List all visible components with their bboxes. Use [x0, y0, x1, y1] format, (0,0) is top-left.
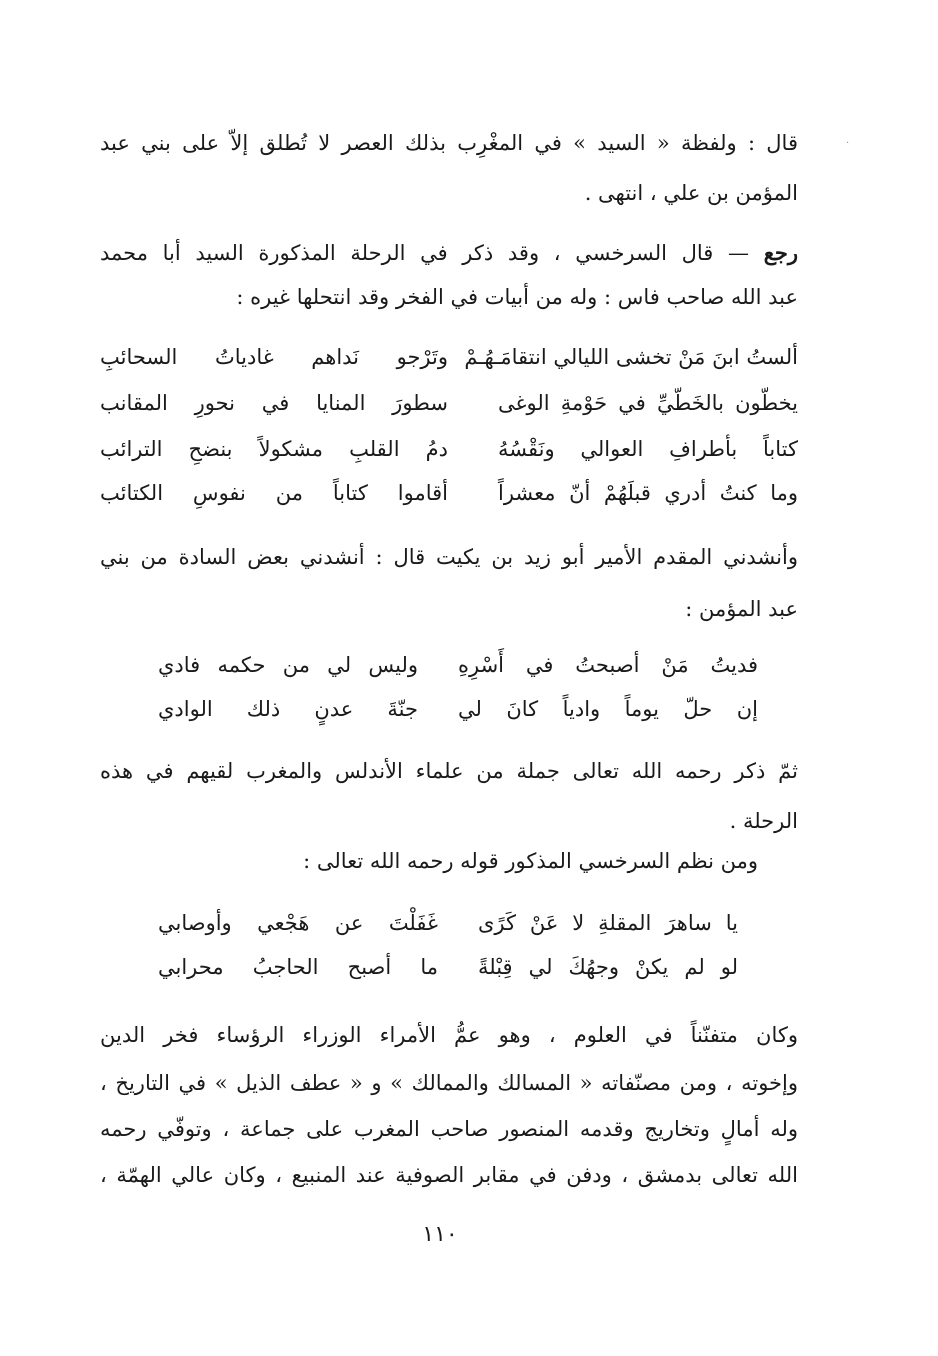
- verse-first-hemistich: فديتُ مَنْ أصبحتُ في أَسْرِهِ: [458, 653, 758, 677]
- paragraph-line: المؤمن بن علي ، انتهى .: [584, 181, 798, 205]
- paragraph-line: [100, 238, 798, 268]
- verse-first-hemistich: يا ساهرَ المقلةِ لا عَنْ كَرًى: [478, 911, 738, 935]
- verse-second-hemistich: جنّةَ عدنٍ ذلك الوادي: [158, 697, 418, 721]
- paragraph-line: وله أمالٍ وتخاريج وقدمه المنصور صاحب المغرب على جماعة ، وتوفّي رحمه: [100, 1117, 798, 1141]
- paragraph-line: قال : ولفظة « السيد » في المغْرِب بذلك العصر لا تُطلق إلاّ على بني عبد: [100, 131, 798, 155]
- paragraph-line: ومن نظم السرخسي المذكور قوله رحمه الله تعالى :: [303, 849, 758, 873]
- paragraph-line: وإخوته ، ومن مصنّفاته « المسالك والممالك » و « عطف الذيل » في التاريخ ،: [100, 1071, 798, 1095]
- verse-second-hemistich: سطورَ المنايا في نحورِ المقانب: [100, 391, 448, 415]
- paragraph-line: عبد المؤمن :: [685, 597, 798, 621]
- paragraph-line: ثمّ ذكر رحمه الله تعالى جملة من علماء الأندلس والمغرب لقيهم في هذه: [100, 759, 798, 783]
- verse-second-hemistich: دمُ القلبِ مشكولاً بنضحِ الترائب: [100, 437, 448, 461]
- paragraph-line: عبد الله صاحب فاس : وله من أبيات في الفخر وقد انتحلها غيره :: [236, 285, 798, 309]
- verse-second-hemistich: وليس لي من حكمه فادي: [158, 653, 418, 677]
- page-number: ١١٠: [422, 1222, 458, 1247]
- paragraph-line: وكان متفنّناً في العلوم ، وهو عمُّ الأمراء الوزراء الرؤساء فخر الدين: [100, 1023, 799, 1047]
- verse-first-hemistich: يخطّون بالخَطّيِّ في حَوْمةِ الوغى: [498, 391, 798, 415]
- verse-second-hemistich: غَفَلْتَ عن هَجْعي وأوصابي: [158, 911, 438, 935]
- verse-first-hemistich: ألستُ ابنَ مَنْ تخشى الليالي انتقامَـهُـمْ: [464, 345, 798, 369]
- scan-speck: ·: [846, 138, 850, 149]
- verse-second-hemistich: ما أصبح الحاجبُ محرابي: [158, 955, 438, 979]
- verse-first-hemistich: كتاباً بأطرافِ العوالي ونَقْسُهُ: [498, 437, 798, 461]
- paragraph-line: الله تعالى بدمشق ، ودفن في مقابر الصوفية عند المنبيع ، وكان عالي الهمّة ،: [100, 1163, 798, 1187]
- paragraph-line: الرحلة .: [729, 809, 798, 833]
- verse-first-hemistich: لو لم يكنْ وجهُكَ لي قِبْلةً: [478, 955, 738, 979]
- verse-first-hemistich: وما كنتُ أدري قبلَهُمْ أنّ معشراً: [498, 481, 798, 505]
- paragraph-text: — قال السرخسي ، وقد ذكر في الرحلة المذكورة السيد أبا محمد: [100, 241, 750, 265]
- paragraph-line: وأنشدني المقدم الأمير أبو زيد بن يكيت قال : أنشدني بعض السادة من بني: [100, 545, 798, 569]
- verse-first-hemistich: إن حلّ يوماً وادياً كانَ لي: [458, 697, 758, 721]
- verse-second-hemistich: أقاموا كتاباً من نفوسِ الكتائب: [100, 481, 448, 505]
- verse-second-hemistich: وتَرْجو نَداهم غادياتُ السحائبِ: [100, 345, 448, 369]
- section-lead-word: رجع: [763, 240, 798, 265]
